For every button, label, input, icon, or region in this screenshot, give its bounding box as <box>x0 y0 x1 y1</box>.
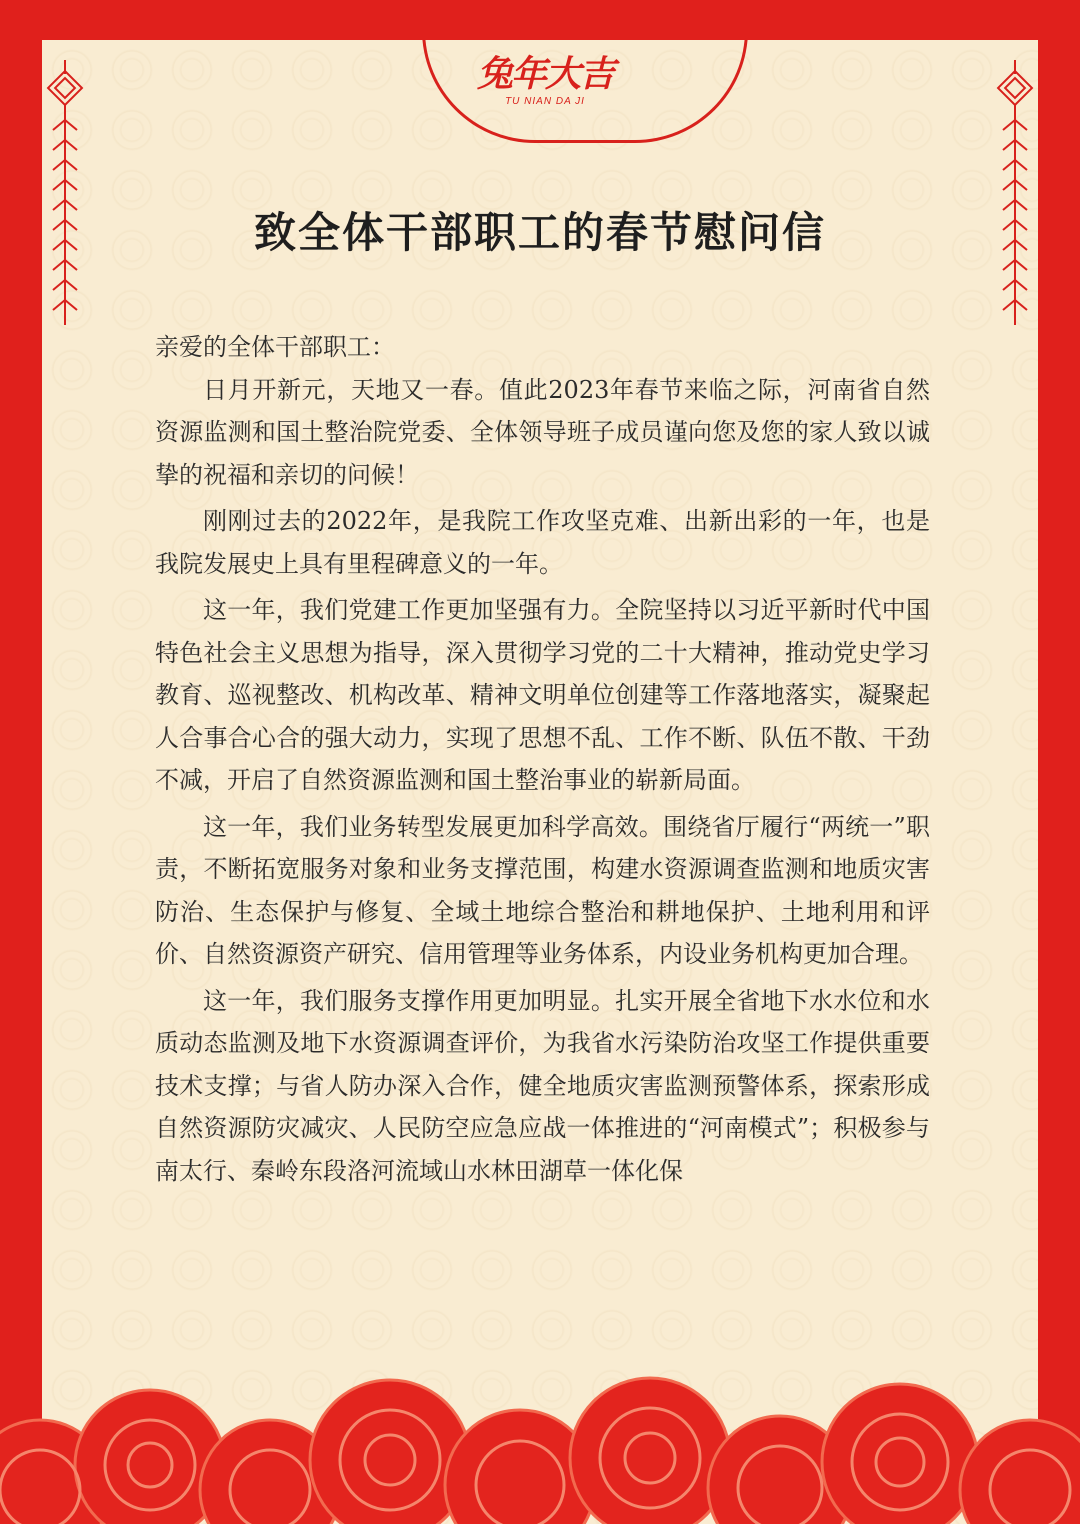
letter-paragraph: 这一年，我们服务支撑作用更加明显。扎实开展全省地下水水位和水质动态监测及地下水资源调查评价，为我省水污染防治攻坚工作提供重要技术支撑；与省人防办深入合作，健全地质灾害监测预警体系，探索形成自然资源防灾减灾、人民防空应急应战一体推进的“河南模式”；积极参与南太行、秦岭东段洛河流域山水林田湖草一体化保 <box>155 986 930 1185</box>
letter-title: 致全体干部职工的春节慰问信 <box>253 208 826 257</box>
letter-paragraph: 这一年，我们业务转型发展更加科学高效。围绕省厅履行“两统一”职责，不断拓宽服务对象和业务支撑范围，构建水资源调查监测和地质灾害防治、生态保护与修复、全域土地综合整治和耕地保护、土地利用和评价、自然资源资产研究、信用管理等业务体系，内设业务机构更加合理。 <box>155 812 930 968</box>
chinese-knot-left-icon <box>40 60 90 330</box>
logo-text: 兔年大吉 <box>476 53 613 95</box>
chinese-knot-right-icon <box>990 60 1040 330</box>
letter-greeting: 亲爱的全体干部职工： <box>155 333 395 361</box>
logo-subtext: TU NIAN DA JI <box>505 96 585 107</box>
auspicious-clouds-decoration <box>0 1370 1080 1524</box>
letter-paragraph: 这一年，我们党建工作更加坚强有力。全院坚持以习近平新时代中国特色社会主义思想为指导，深入贯彻学习党的二十大精神，推动党史学习教育、巡视整改、机构改革、精神文明单位创建等工作落地落实，凝聚起人合事合心合的强大动力，实现了思想不乱、工作不断、队伍不散、干劲不减，开启了自然资源监测和国土整治事业的崭新局面。 <box>155 596 930 794</box>
rabbit-year-logo <box>460 52 630 132</box>
letter-body <box>155 326 930 1196</box>
letter-paragraph: 日月开新元，天地又一春。值此2023年春节来临之际，河南省自然资源监测和国土整治院党委、全体领导班子成员谨向您及您的家人致以诚挚的祝福和亲切的问候！ <box>155 375 930 489</box>
letter-paragraph: 刚刚过去的2022年，是我院工作攻坚克难、出新出彩的一年，也是我院发展史上具有里程碑意义的一年。 <box>155 507 930 578</box>
